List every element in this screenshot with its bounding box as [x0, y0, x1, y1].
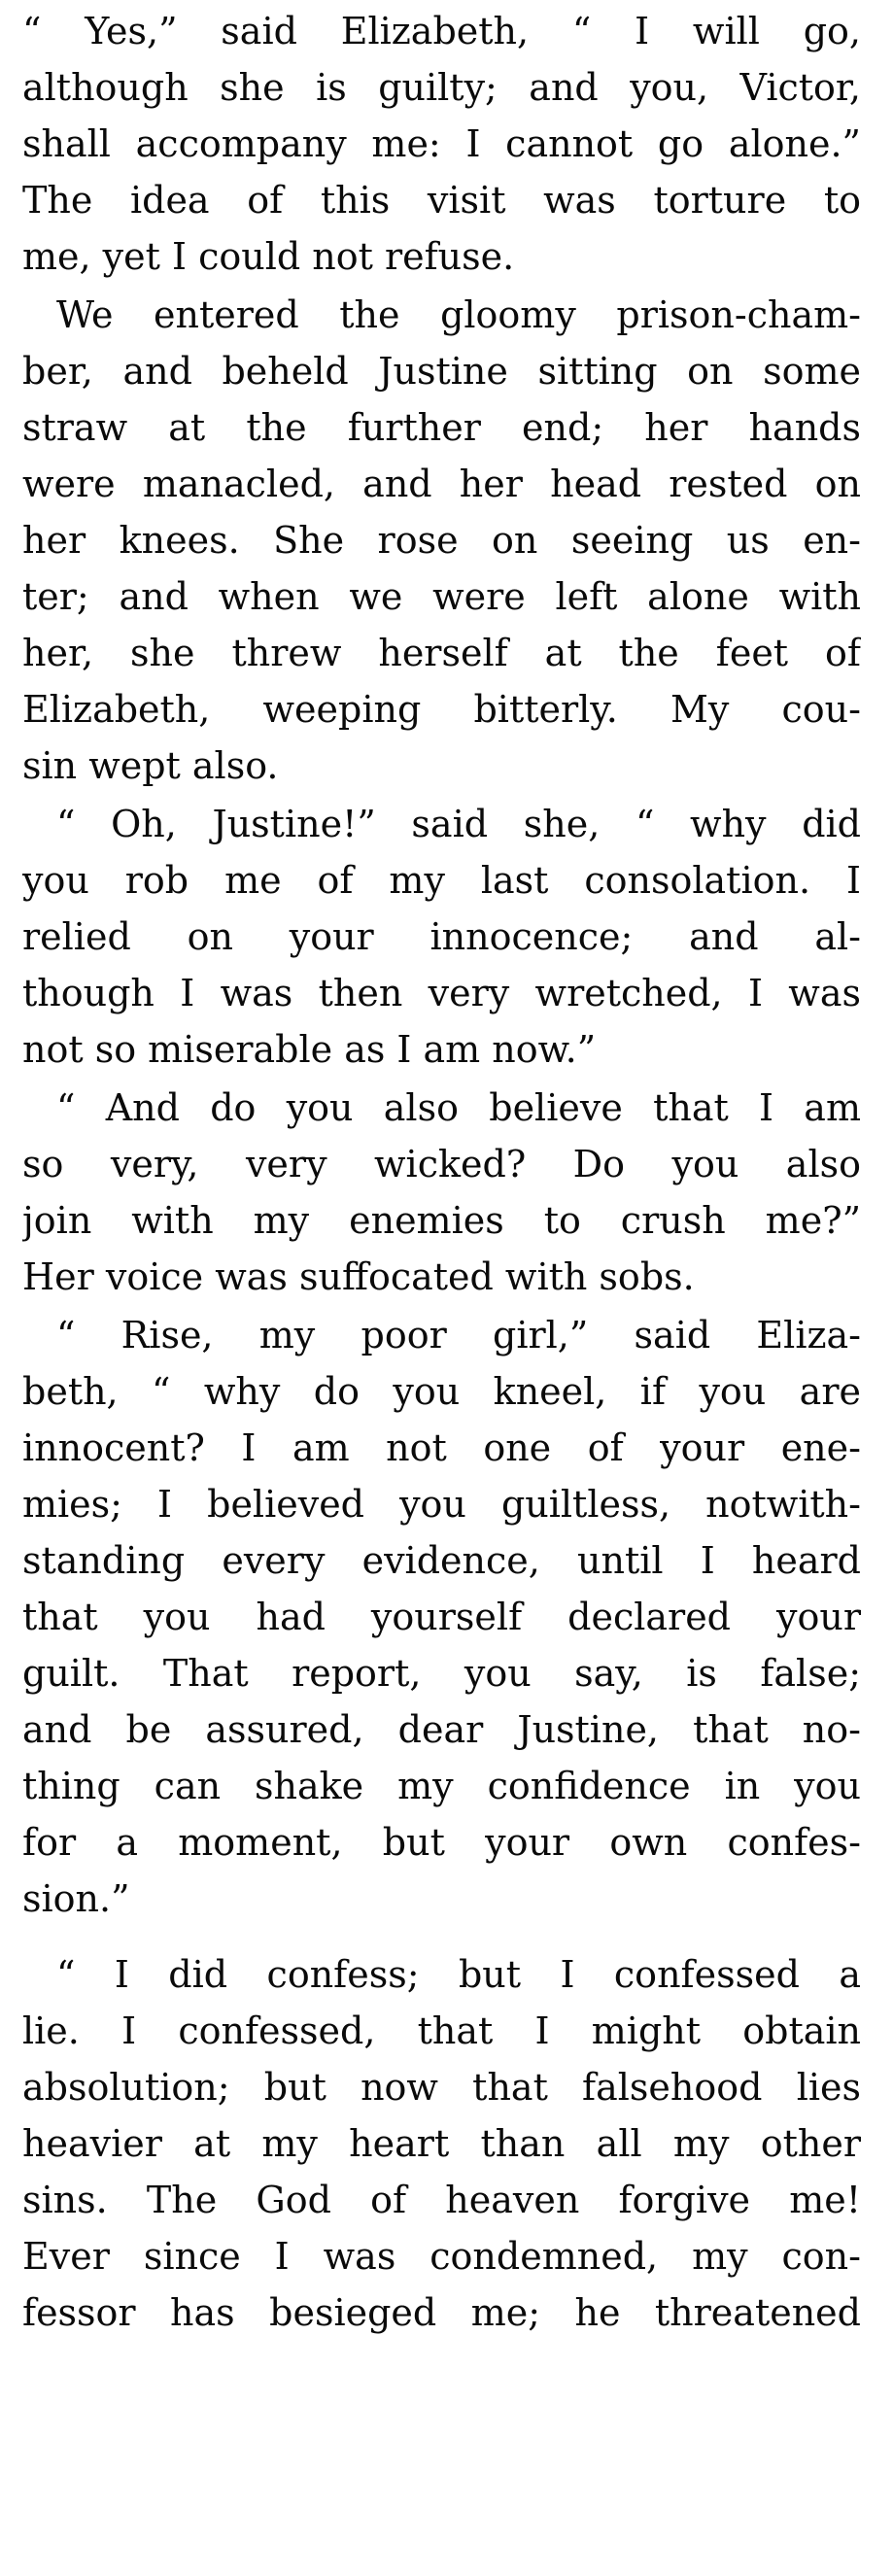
- text-line: were manacled, and her head rested on: [22, 463, 861, 505]
- text-line: “ Yes,” said Elizabeth, “ I will go,: [22, 10, 861, 52]
- text-line: shall accompany me: I cannot go alone.”: [22, 122, 861, 165]
- text-line: for a moment, but your own confes-: [22, 1821, 861, 1864]
- text-line: heavier at my heart than all my other: [22, 2122, 861, 2165]
- text-line: mies; I believed you guiltless, notwith-: [22, 1483, 861, 1526]
- text-line: me, yet I could not refuse.: [22, 235, 515, 278]
- text-line: “ And do you also believe that I am: [56, 1086, 861, 1129]
- text-line: join with my enemies to crush me?”: [22, 1199, 861, 1242]
- text-line: The idea of this visit was torture to: [22, 179, 861, 222]
- text-line: her knees. She rose on seeing us en-: [22, 519, 861, 562]
- text-line: “ I did confess; but I confessed a: [56, 1953, 861, 1996]
- text-line: Her voice was suffocated with sobs.: [22, 1255, 695, 1298]
- text-line: “ Oh, Justine!” said she, “ why did: [56, 803, 861, 845]
- text-line: ber, and beheld Justine sitting on some: [22, 350, 861, 393]
- text-line: that you had yourself declared your: [22, 1596, 861, 1638]
- text-line: thing can shake my confidence in you: [22, 1765, 861, 1807]
- text-line: sion.”: [22, 1877, 130, 1920]
- text-line: sin wept also.: [22, 744, 279, 787]
- text-line: though I was then very wretched, I was: [22, 972, 861, 1014]
- text-line: We entered the gloomy prison-cham-: [56, 293, 861, 336]
- text-line: you rob me of my last consolation. I: [22, 859, 861, 902]
- text-line: although she is guilty; and you, Victor,: [22, 66, 861, 109]
- text-line: guilt. That report, you say, is false;: [22, 1652, 861, 1695]
- text-line: her, she threw herself at the feet of: [22, 632, 861, 674]
- text-line: fessor has besieged me; he threatened: [22, 2291, 861, 2334]
- text-line: beth, “ why do you kneel, if you are: [22, 1370, 861, 1413]
- text-line: absolution; but now that falsehood lies: [22, 2066, 861, 2109]
- text-line: straw at the further end; her hands: [22, 406, 861, 449]
- text-line: lie. I confessed, that I might obtain: [22, 2009, 861, 2052]
- text-line: ter; and when we were left alone with: [22, 575, 861, 618]
- text-line: Ever since I was condemned, my con-: [22, 2235, 861, 2278]
- text-line: relied on your innocence; and al-: [22, 915, 861, 958]
- text-line: standing every evidence, until I heard: [22, 1539, 861, 1582]
- text-line: and be assured, dear Justine, that no-: [22, 1708, 861, 1751]
- text-line: “ Rise, my poor girl,” said Eliza-: [56, 1314, 861, 1357]
- text-line: sins. The God of heaven forgive me!: [22, 2179, 861, 2221]
- text-line: innocent? I am not one of your ene-: [22, 1426, 861, 1469]
- text-line: so very, very wicked? Do you also: [22, 1143, 861, 1185]
- text-line: Elizabeth, weeping bitterly. My cou-: [22, 688, 861, 731]
- text-line: not so miserable as I am now.”: [22, 1028, 597, 1071]
